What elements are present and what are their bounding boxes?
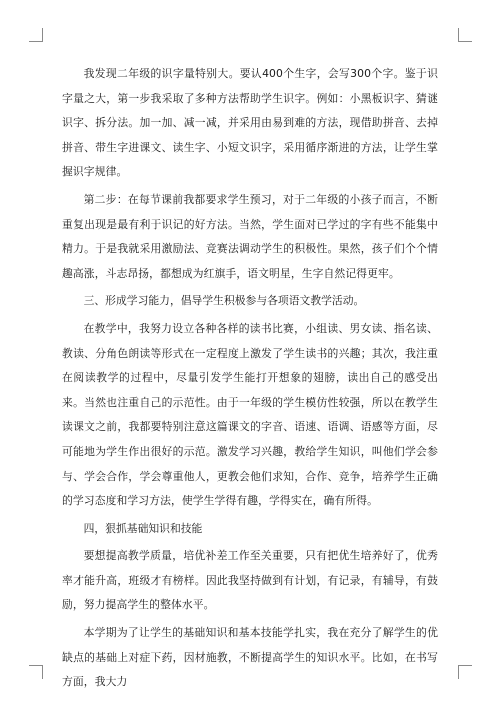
- paragraph-literacy-step-one: 我发现二年级的识字量特别大。要认400个生字，会写300个字。鉴于识字量之大，第一步我采取了多种方法帮助学生识字。例如：小黑板识字、猜谜识字、拆分法。加一加、减一减，并采用由易到难的方法，现借助拼音、去掉拼音、带生字进课文、读生字、小短文识字，采用循序渐进的方法，让学生掌握识字规律。: [62, 67, 438, 179]
- section-heading-four: 四，狠抓基础知识和技能: [83, 521, 203, 535]
- paragraph-literacy-step-two: 第二步：在每节课前我都要求学生预习，对于二年级的小孩子而言，不断重复出现是最有利于识记的好方法。当然，学生面对已学过的字有些不能集中精力。于是我就采用激励法、竞赛法调动学生的积极性。果然，孩子们个个情趣高涨，斗志昂扬，都想成为红旗手，语文明星，生字自然记得更牢。: [62, 192, 438, 280]
- section-heading-three: 三、形成学习能力，倡导学生积极参与各项语文教学活动。: [83, 294, 365, 308]
- paragraph-tutoring: 要想提高教学质量，培优补差工作至关重要，只有把优生培养好了，优秀率才能升高，班级才有榜样。因此我坚持做到有计划，有记录，有辅导，有鼓励，努力提高学生的整体水平。: [62, 549, 438, 612]
- paragraph-fundamentals: 本学期为了让学生的基础知识和基本技能学扎实，我在充分了解学生的优缺点的基础上对症下药，因材施教，不断提高学生的知识水平。比如，在书写方面，我大力: [62, 626, 438, 689]
- crop-mark-top-left: [29, 28, 43, 42]
- crop-mark-top-right: [458, 28, 472, 42]
- paragraph-reading-activities: 在教学中，我努力设立各种各样的读书比赛，小组读、男女读、指名读、教读、分角色朗读等形式在一定程度上激发了学生读书的兴趣；其次，我注重在阅读教学的过程中，尽量引发学生能打开想象的翅膀，读出自己的感受出来。当然也注重自己的示范性。由于一年级的学生模仿性较强，所以在教学生读课文之前，我都要特别注意这篇课文的字音、语速、语调、语感等方面，尽可能地为学生作出很好的示范。激发学习兴趣，教给学生知识，叫他们学会参与、学会合作，学会尊重他人，更教会他们求知，合作、竞争，培养学生正确的学习态度和学习方法，使学生学得有趣，学得实在，确有所得。: [62, 321, 438, 508]
- document-body: [62, 62, 438, 698]
- crop-mark-bottom-left: [29, 665, 43, 679]
- crop-mark-bottom-right: [458, 665, 472, 679]
